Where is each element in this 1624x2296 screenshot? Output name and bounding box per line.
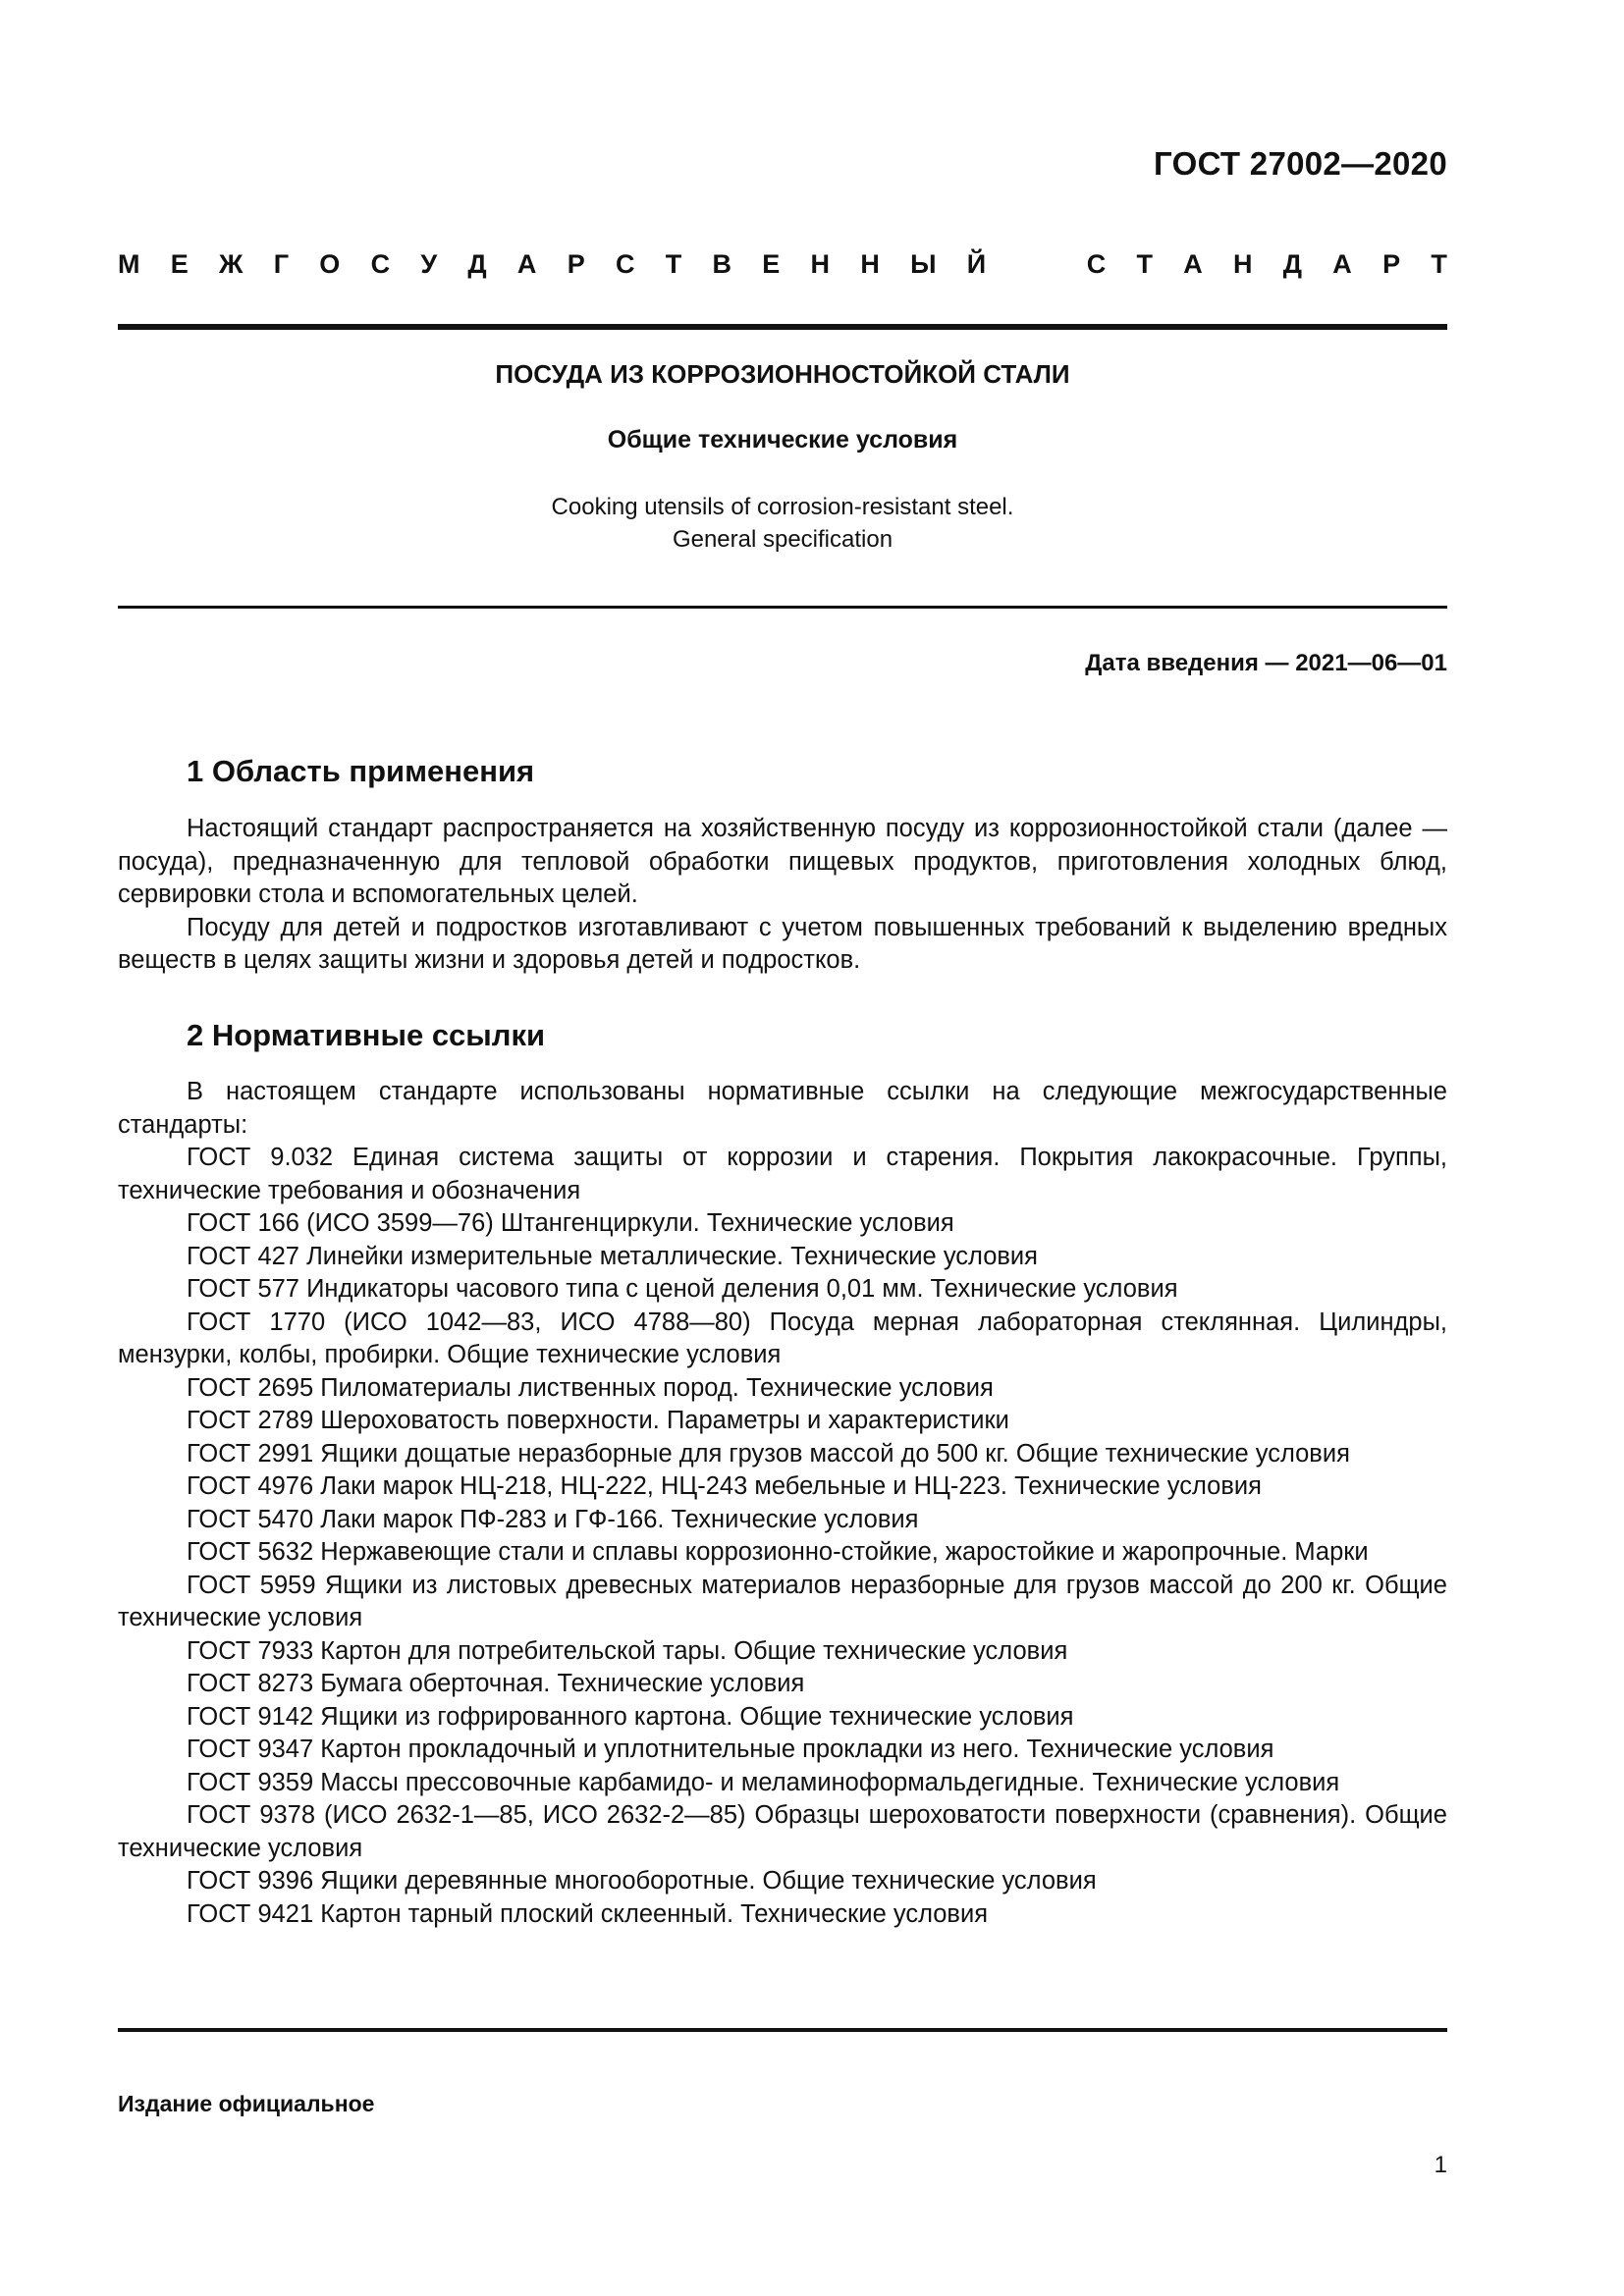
document-subtitle: Общие технические условия	[607, 426, 958, 454]
english-title-line: General specification	[672, 526, 893, 553]
reference-item: ГОСТ 2789 Шероховатость поверхности. Параметры и характеристики	[187, 1407, 1009, 1434]
section-2-heading: 2 Нормативные ссылки	[187, 1018, 546, 1052]
reference-item: ГОСТ 8273 Бумага оберточная. Технические условия	[187, 1670, 805, 1697]
banner-letter: Н	[810, 249, 831, 279]
banner-gap	[1016, 249, 1056, 280]
reference-item: ГОСТ 9.032 Единая система защиты от коррозии и старения. Покрытия лакокрасочные. Группы, технические требования и обозначения	[118, 1144, 1447, 1204]
reference-item: ГОСТ 5470 Лаки марок ПФ-283 и ГФ-166. Технические условия	[187, 1505, 919, 1533]
section-1-body	[118, 813, 1447, 978]
reference-item: ГОСТ 2695 Пиломатериалы лиственных пород. Технические условия	[187, 1373, 994, 1402]
banner-letter: Г	[273, 249, 290, 279]
reference-item: ГОСТ 7933 Картон для потребительской тары. Общие технические условия	[187, 1636, 1068, 1665]
document-number: ГОСТ 27002—2020	[1154, 145, 1447, 182]
banner-letter: Ж	[219, 249, 244, 279]
footer-rule	[118, 2028, 1447, 2032]
banner-letter: С	[370, 249, 391, 279]
banner-letter: А	[1332, 249, 1352, 279]
banner-letter: О	[319, 249, 341, 279]
reference-item: ГОСТ 9378 (ИСО 2632-1—85, ИСО 2632-2—85) Образцы шероховатости поверхности (сравнения). Общие технические условия	[118, 1801, 1447, 1862]
english-title	[118, 491, 1447, 556]
reference-item: ГОСТ 5959 Ящики из листовых древесных материалов неразборные для грузов массой до 200 кг. Общие технические условия	[118, 1571, 1447, 1631]
banner-letter: Т	[665, 249, 682, 279]
reference-item: ГОСТ 9421 Картон тарный плоский склеенный. Технические условия	[187, 1899, 989, 1928]
interstate-standard-banner	[118, 249, 1447, 280]
reference-item: ГОСТ 2991 Ящики дощатые неразборные для грузов массой до 500 кг. Общие технические условия	[187, 1439, 1350, 1468]
title-rule	[118, 606, 1447, 609]
reference-item: ГОСТ 9142 Ящики из гофрированного картона. Общие технические условия	[187, 1702, 1074, 1731]
reference-item: ГОСТ 166 (ИСО 3599—76) Штангенциркули. Технические условия	[187, 1209, 954, 1237]
reference-item: ГОСТ 427 Линейки измерительные металлические. Технические условия	[187, 1242, 1038, 1270]
banner-letter: Ы	[910, 249, 937, 279]
paragraph: В настоящем стандарте использованы нормативные ссылки на следующие межгосударственные стандарты:	[118, 1078, 1447, 1139]
banner-letter: Н	[860, 249, 880, 279]
banner-letter: Й	[966, 249, 987, 279]
introduction-date: Дата введения — 2021—06—01	[1085, 650, 1447, 676]
banner-letter: Р	[1382, 249, 1401, 279]
banner-letter: Т	[1136, 249, 1153, 279]
banner-letter: Д	[1282, 249, 1303, 279]
reference-item: ГОСТ 9396 Ящики деревянные многооборотные. Общие технические условия	[187, 1867, 1097, 1895]
banner-letter: У	[420, 249, 438, 279]
banner-letter: А	[516, 249, 537, 279]
banner-letter: Е	[170, 249, 189, 279]
banner-letter: С	[615, 249, 635, 279]
banner-letter: Д	[467, 249, 487, 279]
banner-letter: С	[1086, 249, 1107, 279]
page-number: 1	[1434, 2152, 1447, 2178]
banner-letter: А	[1183, 249, 1203, 279]
banner-letter: Е	[762, 249, 781, 279]
reference-item: ГОСТ 5632 Нержавеющие стали и сплавы коррозионно-стойкие, жаростойкие и жаропрочные. Марки	[187, 1538, 1369, 1566]
section-1-heading: 1 Область применения	[187, 754, 535, 788]
reference-item: ГОСТ 9347 Картон прокладочный и уплотнительные прокладки из него. Технические условия	[187, 1735, 1274, 1763]
banner-letter: Р	[567, 249, 585, 279]
paragraph: Посуду для детей и подростков изготавливают с учетом повышенных требований к выделению вредных веществ в целях защиты жизни и здоровья детей и подростков.	[118, 913, 1447, 974]
reference-item: ГОСТ 9359 Массы прессовочные карбамидо- и меламиноформальдегидные. Технические условия	[187, 1768, 1340, 1796]
english-title-line: Cooking utensils of corrosion-resistant steel.	[551, 494, 1014, 520]
banner-letter: В	[712, 249, 731, 279]
section-2-body	[118, 1076, 1447, 1931]
document-title: ПОСУДА ИЗ КОРРОЗИОННОСТОЙКОЙ СТАЛИ	[495, 359, 1070, 389]
reference-item: ГОСТ 1770 (ИСО 1042—83, ИСО 4788—80) Посуда мерная лабораторная стеклянная. Цилиндры, мензурки, колбы, пробирки. Общие технические условия	[118, 1308, 1447, 1368]
header-rule	[118, 324, 1447, 330]
banner-letter: М	[118, 249, 140, 279]
reference-item: ГОСТ 577 Индикаторы часового типа с ценой деления 0,01 мм. Технические условия	[187, 1275, 1178, 1303]
banner-letter: Н	[1233, 249, 1253, 279]
reference-item: ГОСТ 4976 Лаки марок НЦ-218, НЦ-222, НЦ-243 мебельные и НЦ-223. Технические условия	[187, 1472, 1262, 1500]
banner-letter: Т	[1431, 249, 1447, 279]
paragraph: Настоящий стандарт распространяется на хозяйственную посуду из коррозионностойкой стали (далее — посуда), предназначенную для тепловой обработки пищевых продуктов, приготовления холодных блюд, сервировки стола и вспомогательных целей.	[118, 815, 1447, 908]
official-edition-label: Издание официальное	[118, 2091, 375, 2116]
